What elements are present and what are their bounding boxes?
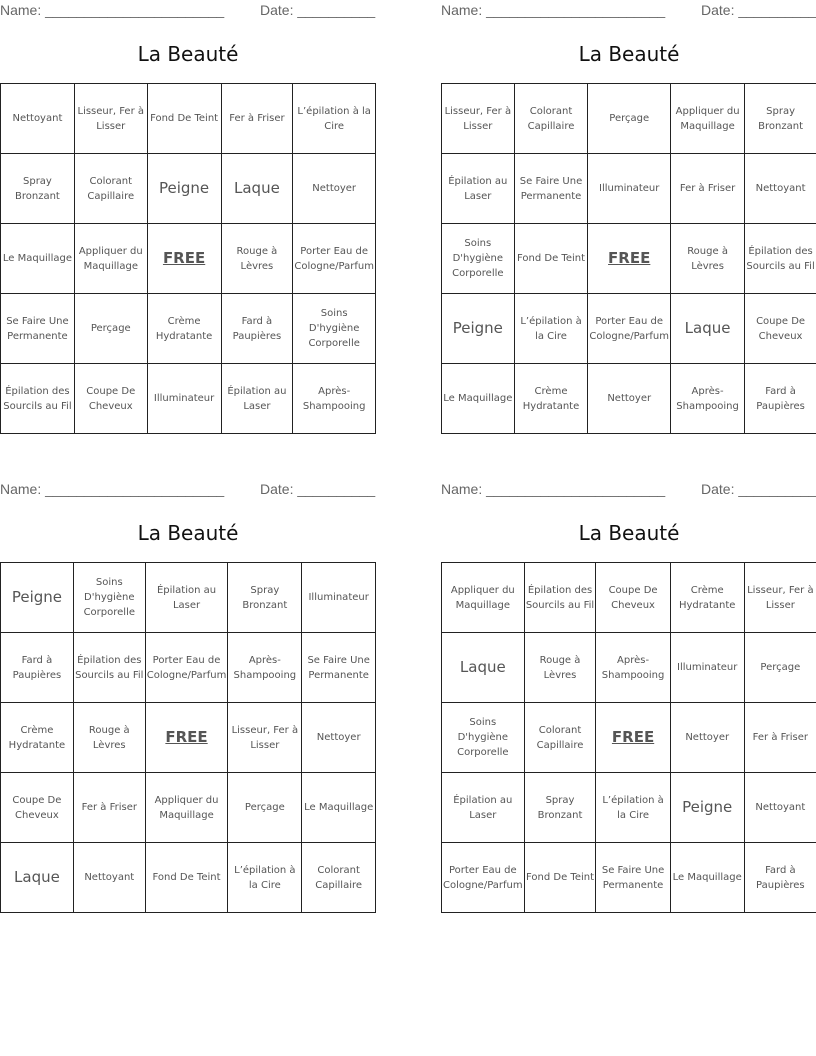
bingo-cell: Appliquer du Maquillage <box>145 773 228 843</box>
bingo-cell: Épilation des Sourcils au Fil <box>524 563 596 633</box>
bingo-cell: Coupe De Cheveux <box>745 294 816 364</box>
date-field: Date: __________ <box>260 481 376 497</box>
bingo-cell: Porter Eau de Cologne/Parfum <box>442 843 525 913</box>
bingo-cell: Soins D'hygiène Corporelle <box>442 703 525 773</box>
bingo-cell: Spray Bronzant <box>228 563 302 633</box>
bingo-row <box>1 364 376 434</box>
name-field: Name: _______________________ <box>0 481 225 497</box>
bingo-cell: Perçage <box>228 773 302 843</box>
bingo-cell: Spray Bronzant <box>524 773 596 843</box>
date-field: Date: __________ <box>701 2 816 18</box>
bingo-row <box>1 84 376 154</box>
bingo-cell: Épilation au Laser <box>221 364 293 434</box>
bingo-cell: Colorant Capillaire <box>514 84 588 154</box>
bingo-row <box>1 563 376 633</box>
card-title: La Beauté <box>137 521 239 545</box>
free-space: FREE <box>147 224 221 294</box>
bingo-cell: Lisseur, Fer à Lisser <box>228 703 302 773</box>
bingo-cell: Coupe De Cheveux <box>596 563 670 633</box>
free-space: FREE <box>145 703 228 773</box>
bingo-cell: Le Maquillage <box>670 843 744 913</box>
bingo-cell: Colorant Capillaire <box>74 154 147 224</box>
bingo-cell: Le Maquillage <box>302 773 376 843</box>
bingo-row <box>442 633 816 703</box>
bingo-row <box>442 84 816 154</box>
name-field: Name: _______________________ <box>441 481 666 497</box>
bingo-cell: Illuminateur <box>147 364 221 434</box>
bingo-cell: Lisseur, Fer à Lisser <box>442 84 515 154</box>
bingo-grid <box>441 83 816 434</box>
bingo-cell: Fer à Friser <box>671 154 745 224</box>
bingo-cell: Fer à Friser <box>744 703 816 773</box>
bingo-row <box>1 703 376 773</box>
bingo-cell: L’épilation à la Cire <box>228 843 302 913</box>
bingo-cell: Après-Shampooing <box>228 633 302 703</box>
bingo-cell: Fard à Paupières <box>221 294 293 364</box>
bingo-cell: Coupe De Cheveux <box>1 773 74 843</box>
bingo-cell: Soins D'hygiène Corporelle <box>442 224 515 294</box>
bingo-row <box>442 563 816 633</box>
bingo-cell: Laque <box>442 633 525 703</box>
bingo-card-1 <box>0 0 376 412</box>
bingo-row <box>1 154 376 224</box>
bingo-cell: Épilation au Laser <box>442 154 515 224</box>
bingo-cell: Laque <box>221 154 293 224</box>
bingo-cell: Nettoyant <box>1 84 75 154</box>
bingo-cell: Nettoyant <box>73 843 145 913</box>
bingo-cell: Crème Hydratante <box>514 364 588 434</box>
card-header <box>0 0 376 22</box>
bingo-cell: Spray Bronzant <box>1 154 75 224</box>
bingo-grid <box>441 562 816 913</box>
bingo-cell: Peigne <box>147 154 221 224</box>
bingo-card-2 <box>441 0 816 412</box>
bingo-cell: Illuminateur <box>588 154 671 224</box>
card-title: La Beauté <box>578 42 680 66</box>
bingo-cell: Fard à Paupières <box>744 843 816 913</box>
bingo-cell: Soins D'hygiène Corporelle <box>73 563 145 633</box>
bingo-card-4 <box>441 479 816 891</box>
bingo-cell: Fer à Friser <box>221 84 293 154</box>
bingo-row <box>442 294 816 364</box>
bingo-cell: Colorant Capillaire <box>524 703 596 773</box>
bingo-cell: Se Faire Une Permanente <box>1 294 75 364</box>
bingo-cell: Perçage <box>588 84 671 154</box>
bingo-cell: Le Maquillage <box>442 364 515 434</box>
card-header <box>441 479 816 501</box>
bingo-cell: Crème Hydratante <box>147 294 221 364</box>
bingo-cell: Spray Bronzant <box>745 84 816 154</box>
bingo-row <box>442 773 816 843</box>
bingo-cell: Nettoyant <box>745 154 816 224</box>
bingo-cell: Lisseur, Fer à Lisser <box>744 563 816 633</box>
bingo-cell: Soins D'hygiène Corporelle <box>293 294 376 364</box>
name-field: Name: _______________________ <box>0 2 225 18</box>
bingo-cell: Nettoyer <box>588 364 671 434</box>
bingo-cell: Épilation des Sourcils au Fil <box>1 364 75 434</box>
bingo-cell: Lisseur, Fer à Lisser <box>74 84 147 154</box>
bingo-cell: Se Faire Une Permanente <box>596 843 670 913</box>
bingo-cell: Peigne <box>442 294 515 364</box>
free-space: FREE <box>596 703 670 773</box>
bingo-cell: Nettoyer <box>302 703 376 773</box>
bingo-row <box>442 843 816 913</box>
bingo-cell: Épilation des Sourcils au Fil <box>73 633 145 703</box>
bingo-cell: Nettoyer <box>670 703 744 773</box>
bingo-row <box>1 633 376 703</box>
bingo-cell: Colorant Capillaire <box>302 843 376 913</box>
bingo-cell: Épilation au Laser <box>442 773 525 843</box>
bingo-cell: Illuminateur <box>670 633 744 703</box>
bingo-cell: Perçage <box>74 294 147 364</box>
bingo-row <box>442 364 816 434</box>
bingo-row <box>1 773 376 843</box>
bingo-cell: Après-Shampooing <box>293 364 376 434</box>
bingo-cell: Perçage <box>744 633 816 703</box>
bingo-row <box>1 294 376 364</box>
bingo-cell: Le Maquillage <box>1 224 75 294</box>
bingo-cell: Rouge à Lèvres <box>524 633 596 703</box>
bingo-cell: Fond De Teint <box>145 843 228 913</box>
bingo-cell: Porter Eau de Cologne/Parfum <box>293 224 376 294</box>
bingo-cell: Crème Hydratante <box>1 703 74 773</box>
bingo-cell: L’épilation à la Cire <box>596 773 670 843</box>
bingo-row <box>1 224 376 294</box>
bingo-cell: Épilation au Laser <box>145 563 228 633</box>
date-field: Date: __________ <box>260 2 376 18</box>
bingo-cell: L’épilation à la Cire <box>514 294 588 364</box>
bingo-cell: Porter Eau de Cologne/Parfum <box>145 633 228 703</box>
card-header <box>0 479 376 501</box>
bingo-row <box>442 703 816 773</box>
bingo-cell: Appliquer du Maquillage <box>74 224 147 294</box>
bingo-cell: Laque <box>1 843 74 913</box>
date-field: Date: __________ <box>701 481 816 497</box>
bingo-cell: Après-Shampooing <box>596 633 670 703</box>
bingo-cell: Laque <box>671 294 745 364</box>
bingo-cell: Épilation des Sourcils au Fil <box>745 224 816 294</box>
bingo-row <box>442 224 816 294</box>
bingo-cell: Crème Hydratante <box>670 563 744 633</box>
name-field: Name: _______________________ <box>441 2 666 18</box>
card-header <box>441 0 816 22</box>
bingo-cell: Appliquer du Maquillage <box>671 84 745 154</box>
bingo-row <box>442 154 816 224</box>
bingo-cell: Fond De Teint <box>514 224 588 294</box>
bingo-cell: Illuminateur <box>302 563 376 633</box>
bingo-card-3 <box>0 479 376 891</box>
bingo-cell: Nettoyer <box>293 154 376 224</box>
bingo-cell: Coupe De Cheveux <box>74 364 147 434</box>
bingo-cell: Se Faire Une Permanente <box>514 154 588 224</box>
card-title: La Beauté <box>578 521 680 545</box>
free-space: FREE <box>588 224 671 294</box>
bingo-cell: Fard à Paupières <box>745 364 816 434</box>
bingo-cell: Peigne <box>670 773 744 843</box>
bingo-cell: Fond De Teint <box>147 84 221 154</box>
bingo-grid <box>0 562 376 913</box>
bingo-cell: Fard à Paupières <box>1 633 74 703</box>
bingo-cell: Se Faire Une Permanente <box>302 633 376 703</box>
bingo-cell: Porter Eau de Cologne/Parfum <box>588 294 671 364</box>
card-title: La Beauté <box>137 42 239 66</box>
bingo-cell: Rouge à Lèvres <box>671 224 745 294</box>
bingo-cell: Rouge à Lèvres <box>73 703 145 773</box>
bingo-cell: Appliquer du Maquillage <box>442 563 525 633</box>
bingo-cell: Rouge à Lèvres <box>221 224 293 294</box>
bingo-cell: Peigne <box>1 563 74 633</box>
bingo-cell: L’épilation à la Cire <box>293 84 376 154</box>
bingo-cell: Après-Shampooing <box>671 364 745 434</box>
bingo-cell: Nettoyant <box>744 773 816 843</box>
bingo-grid <box>0 83 376 434</box>
bingo-cell: Fer à Friser <box>73 773 145 843</box>
bingo-row <box>1 843 376 913</box>
bingo-cell: Fond De Teint <box>524 843 596 913</box>
